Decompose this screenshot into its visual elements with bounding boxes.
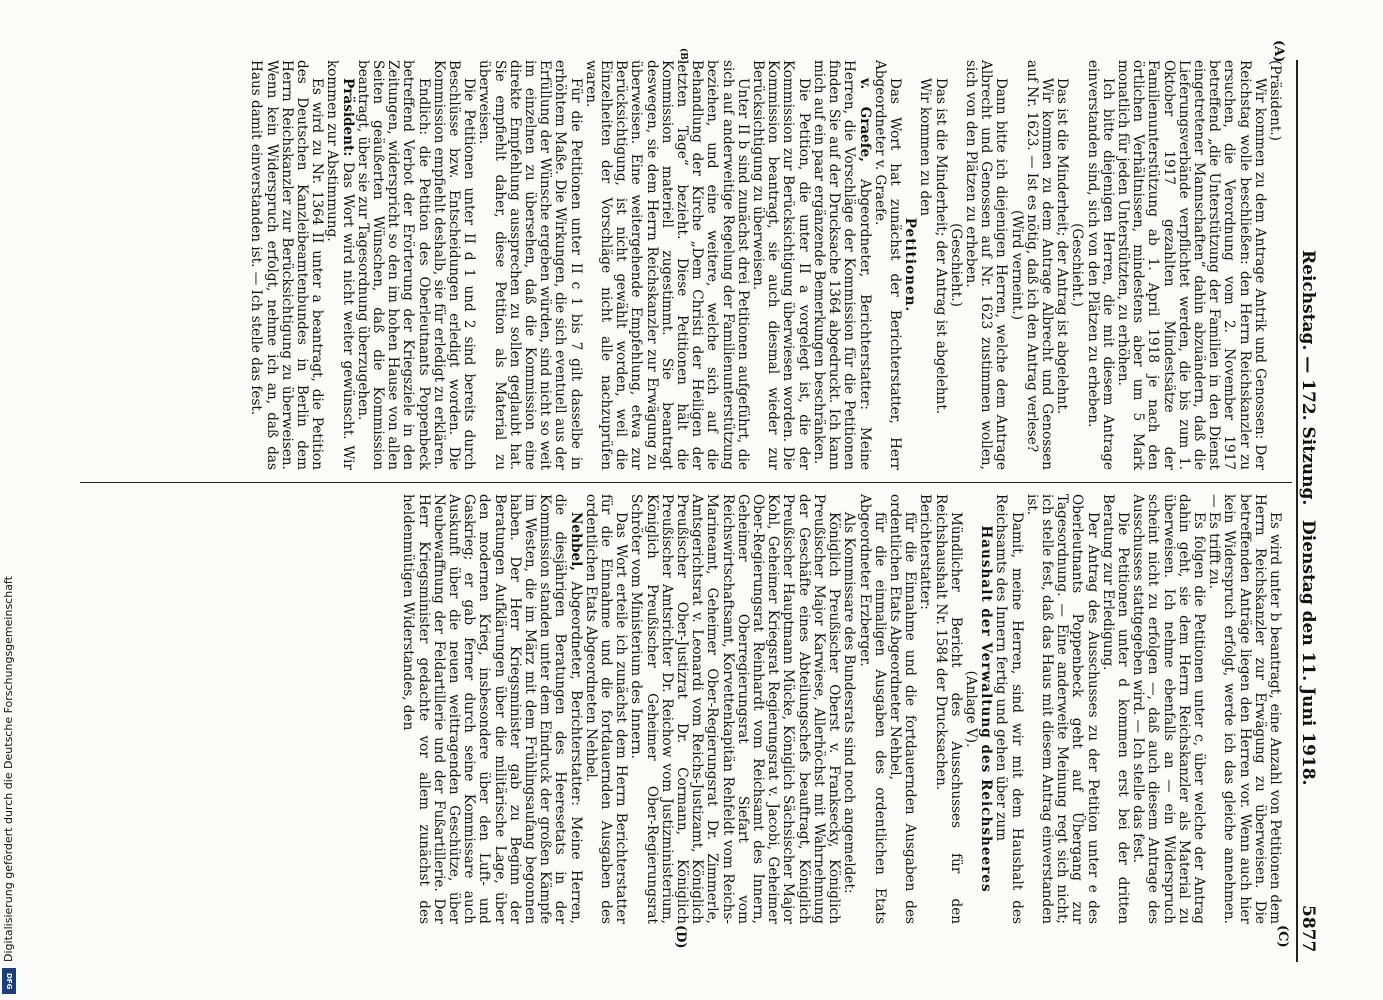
column-divider <box>80 482 1292 483</box>
paragraph: Es wird unter b beantragt, eine Anzahl von Petitionen dem Herrn Reichskanzler zur Erwägung zu überweisen. Die betreffenden Anträge liegen den Herren vor. Wenn auch hier kein Widerspruch erfolgt, werde ich das gleiche annehmen. — Es trifft zu. <box>1206 494 1283 924</box>
text-column-upper <box>87 60 1282 470</box>
commissioner-list: Königlich Preußischer Oberst v. Franksecky, Königlich Preußischer Major Karwiese, Allerhöchst mit Wahrnehmung der Geschäfte eines Abteilungschefs beauftragt, Königlich Preußischer Hauptmann Mücke, Königlich Sächsischer Major Kohl, Geheimer Kriegsrat Regierungsrat v. Jacobi, Geheimer Ober-Regierungsrat Reinhardt vom Reichsamt des Innern, Geheimer Oberregierungsrat Siefart vom Reichswirtschaftsamt, Korvettenkapitän Rehfeldt vom Reichs-Marineamt, Geheimer Ober-Regierungsrat Dr. Zimmerle, Amtsgerichtsrat v. Leonardi vom Reichs-Justizamt, Königlich Preußischer Ober-Justizrat Dr. Cormann, Königlich Preußischer Amtsrichter Dr. Reichow vom Justizministerium, Königlich Preußischer Geheimer Ober-Regierungsrat Schröter vom Ministerium des Innern. <box>628 494 843 924</box>
speaker-paragraph <box>811 60 872 470</box>
paragraph: für die Einnahme und die fortdauernden Ausgaben des ordentlichen Etats Abgeordneter Nehbel, <box>886 494 919 924</box>
text-column-lower <box>87 494 1282 924</box>
margin-mark-c: (C) <box>1275 925 1290 948</box>
margin-mark-a: (A) <box>1271 40 1286 63</box>
paragraph: Die Petitionen unter d kommen erst bei der dritten Beratung zur Erledigung. <box>1099 494 1131 924</box>
stage-direction: (Anlage V). <box>962 670 979 748</box>
paragraph: Damit, meine Herren, sind wir mit dem Haushalt des Reichsamts des Innern fertig und gehen über zum <box>993 494 1025 924</box>
speaker-paragraph <box>324 60 354 470</box>
margin-mark-d: (D) <box>673 925 688 949</box>
stage-direction: (Geschieht.) <box>1069 223 1086 307</box>
paragraph: Als Kommissare des Bundesrats sind noch angemeldet: <box>841 512 858 894</box>
header-rule <box>1296 60 1298 962</box>
paragraph: Ich bitte diejenigen Herren, die mit diesem Antrage einverstanden sind, sich von den Plätzen zu erheben. <box>1084 60 1116 470</box>
paragraph: Dann bitte ich diejenigen Herren, welche dem Antrage Albrecht und Genossen auf Nr. 1623 zustimmen wollen, sich von den Plätzen zu erheben. <box>962 60 1010 470</box>
stage-direction: (Wird verneint.) <box>1008 209 1025 321</box>
speaker-name: Präsident: <box>339 78 356 157</box>
running-head-left: Reichstag. — 172. Sitzung. <box>1298 250 1318 506</box>
page-number: 5877 <box>1298 905 1318 953</box>
margin-mark-b: (B) <box>678 48 688 65</box>
paragraph: für die einmaligen Ausgaben des ordentlichen Etats Abgeordneter Erzberger. <box>856 494 888 924</box>
paragraph: Wir kommen zu den <box>917 78 934 216</box>
paragraph: Unter II b sind zunächst drei Petitionen aufgeführt, die sich auf anderweitige Regelung der Familienunterstützung beziehen, und eine weitere, welche sich auf die Behandlung der Kirche „Dem Christi der Heiligen der letzten Tage“ bezieht. Diese Petitionen hält die Kommission materiell zugestimmt. Sie beantragt deswegen, sie dem Herrn Reichskanzler zur Erwägung zu überweisen. Eine weitergehende Empfehlung, etwa zur Berücksichtigung, ist nicht gewählt worden, weil die Einzelheiten der Vorschläge nicht alle nachzuprüfen waren. <box>582 60 751 470</box>
paragraph: Es wird zu Nr. 1364 II unter a beantragt, die Petition des Deutschen Kanzleibeamtenbundes in Berlin dem Herrn Reichskanzler zur Berücksichtigung zu überweisen. Wenn kein Widerspruch erfolgt, nehme ich an, daß das Haus damit einverstanden ist. — Ich stelle das fest. <box>248 60 326 470</box>
paragraph: Die Petitionen unter II d 1 und 2 sind bereits durch Beschlüsse bzw. Entscheidungen erledigt worden. Die Kommission empfiehlt deshalb, sie für erledigt zu erklären. <box>430 60 478 470</box>
paragraph: Das Wort hat zunächst der Berichterstatter, Herr Abgeordneter v. Graefe. <box>871 60 903 470</box>
paragraph: Berichterstatter: <box>917 494 934 610</box>
running-head-right: Dienstag den 11. Juni 1918. <box>1298 520 1318 786</box>
paragraph: Wir kommen zu dem Antrage Antrik und Genossen: Der Reichstag wolle beschließen: den Herrn Reichskanzler zu ersuchen, die Verordnung vom 2. November 1917 betreffend „die Unterstützung der Familien in den Dienst eingetretener Mannschaften“ dahin abzuändern, daß die Lieferungsverbände verpflichtet werden, die bis zum 1. Oktober 1917 gezahlten Mindestsätze der Familienunterstützung ab 1. April 1918 je nach den örtlichen Verhältnissen, mindestens aber um 5 Mark monatlich für jeden Unterstützten, zu erhöhen. <box>1114 60 1268 470</box>
speaker-paragraph <box>400 494 582 924</box>
dfg-logo: DFG <box>2 968 16 994</box>
paragraph: Das ist die Minderheit; der Antrag ist abgelehnt. <box>1054 78 1071 415</box>
stage-direction: (Geschieht.) <box>947 223 964 307</box>
paragraph: Der Antrag des Ausschusses zu der Petition unter e des Oberleutnants Poppenbeck geht auf Übergang zur Tagesordnung. — Eine anderweite Meinung regt sich nicht; ich stelle fest, daß das Haus mit diesem Antrag einverstanden ist. <box>1023 494 1101 924</box>
paragraph: Endlich: die Petition des Oberleutnants Poppenbeck betreffend Verbot der Erörterung der Kriegsziele in den Zeitungen, widerspricht so den im hohen Hause von allen Seiten geäußerten Wünschen, daß die Kommission beantragt, über sie zur Tagesordnung überzugehen. <box>354 60 432 470</box>
paragraph: (Präsident.) <box>1267 60 1283 141</box>
speaker-name: v. Graefe, <box>856 78 873 163</box>
speech-text: Abgeordneter, Berichterstatter: Meine Herren, die diesjährigen Beratungen des Heeresetats in der Kommission standen unter dem Eindruck der großen Kämpfe im Westen, die im März mit dem Frühlingsaufang begonnen haben. Der Herr Kriegsminister gab zu Beginn der Beratungen Aufklärungen über die militärische Lage, über den modernen Krieg, insbesondere über den Luft- und Gaskrieg; er gab ferner durch seine Kommissare auch Auskunft über die neuen weittragenden Geschütze, über Neubewaffnung der Feldartillerie und der Fußartillerie. Der Herr Kriegsminister gedachte vor allem zunächst des heldenmütigen Widerstandes, den <box>400 494 584 924</box>
digitization-credit: Digitalisierung gefördert durch die Deutsche Forschungsgemeinschaft <box>2 576 15 962</box>
paragraph: Das Wort erteile ich zunächst dem Herrn Berichterstatter für die Einnahme und die fortdauernden Ausgaben des ordentlichen Etats Abgeordneten Nehbel. <box>582 494 630 924</box>
paragraph: Wir kommen zu dem Antrage Albrecht und Genossen auf Nr. 1623. — Ist es nötig, daß ich den Antrag verlese? <box>1023 60 1055 470</box>
paragraph: Die Petition, die unter II a vorgelegt ist, die der Kommission zur Berücksichtigung überwiesen worden. Die Kommission beantragt, sie auch diesmal wieder zur Berücksichtigung zu überweisen. <box>750 60 812 470</box>
paragraph: Mündlicher Bericht des Ausschusses für den Reichshaushalt Nr. 1584 der Drucksachen. <box>932 494 964 924</box>
speech-text: Das Wort wird nicht weiter gewünscht. Wir kommen zur Abstimmung. <box>324 60 356 470</box>
paragraph: Für die Petitionen unter II c 1 bis 7 gilt dasselbe in erhöhtem Maße. Die Wirkungen, die sich eventuell aus der Erfüllung der Wünsche ergeben würden, sind nicht so weit im einzelnen zu übersehen, daß die Kommission eine direkte Empfehlung aussprechen zu sollen geglaubt hat. Sie empfiehlt daher, diese Petition als Material zu überweisen. <box>476 60 584 470</box>
section-heading: Haushalt der Verwaltung des Reichsheeres <box>978 525 995 893</box>
speaker-name: Nehbel, <box>567 512 584 572</box>
paragraph: Es folgen die Petitionen unter c, über welche der Antrag dahin geht, sie dem Herrn Reichskanzler als Material zu überweisen. Ich nehme ebenfalls an — ein Widerspruch scheint nicht zu erfolgen —, daß auch diesem Antrage des Ausschusses stattgegeben wird. — Ich stelle das fest. <box>1130 494 1207 924</box>
speech-text: Abgeordneter, Berichterstatter: Meine Herren, die Vorschläge der Kommission für die Petitionen finden Sie auf der Drucksache 1364 abgedruckt. Ich kann mich auf ein paar ergänzende Bemerkungen beschränken. <box>810 60 873 471</box>
paragraph: Das ist die Minderheit; der Antrag ist abgelehnt. <box>932 78 949 415</box>
section-heading: Petitionen. <box>902 217 919 313</box>
